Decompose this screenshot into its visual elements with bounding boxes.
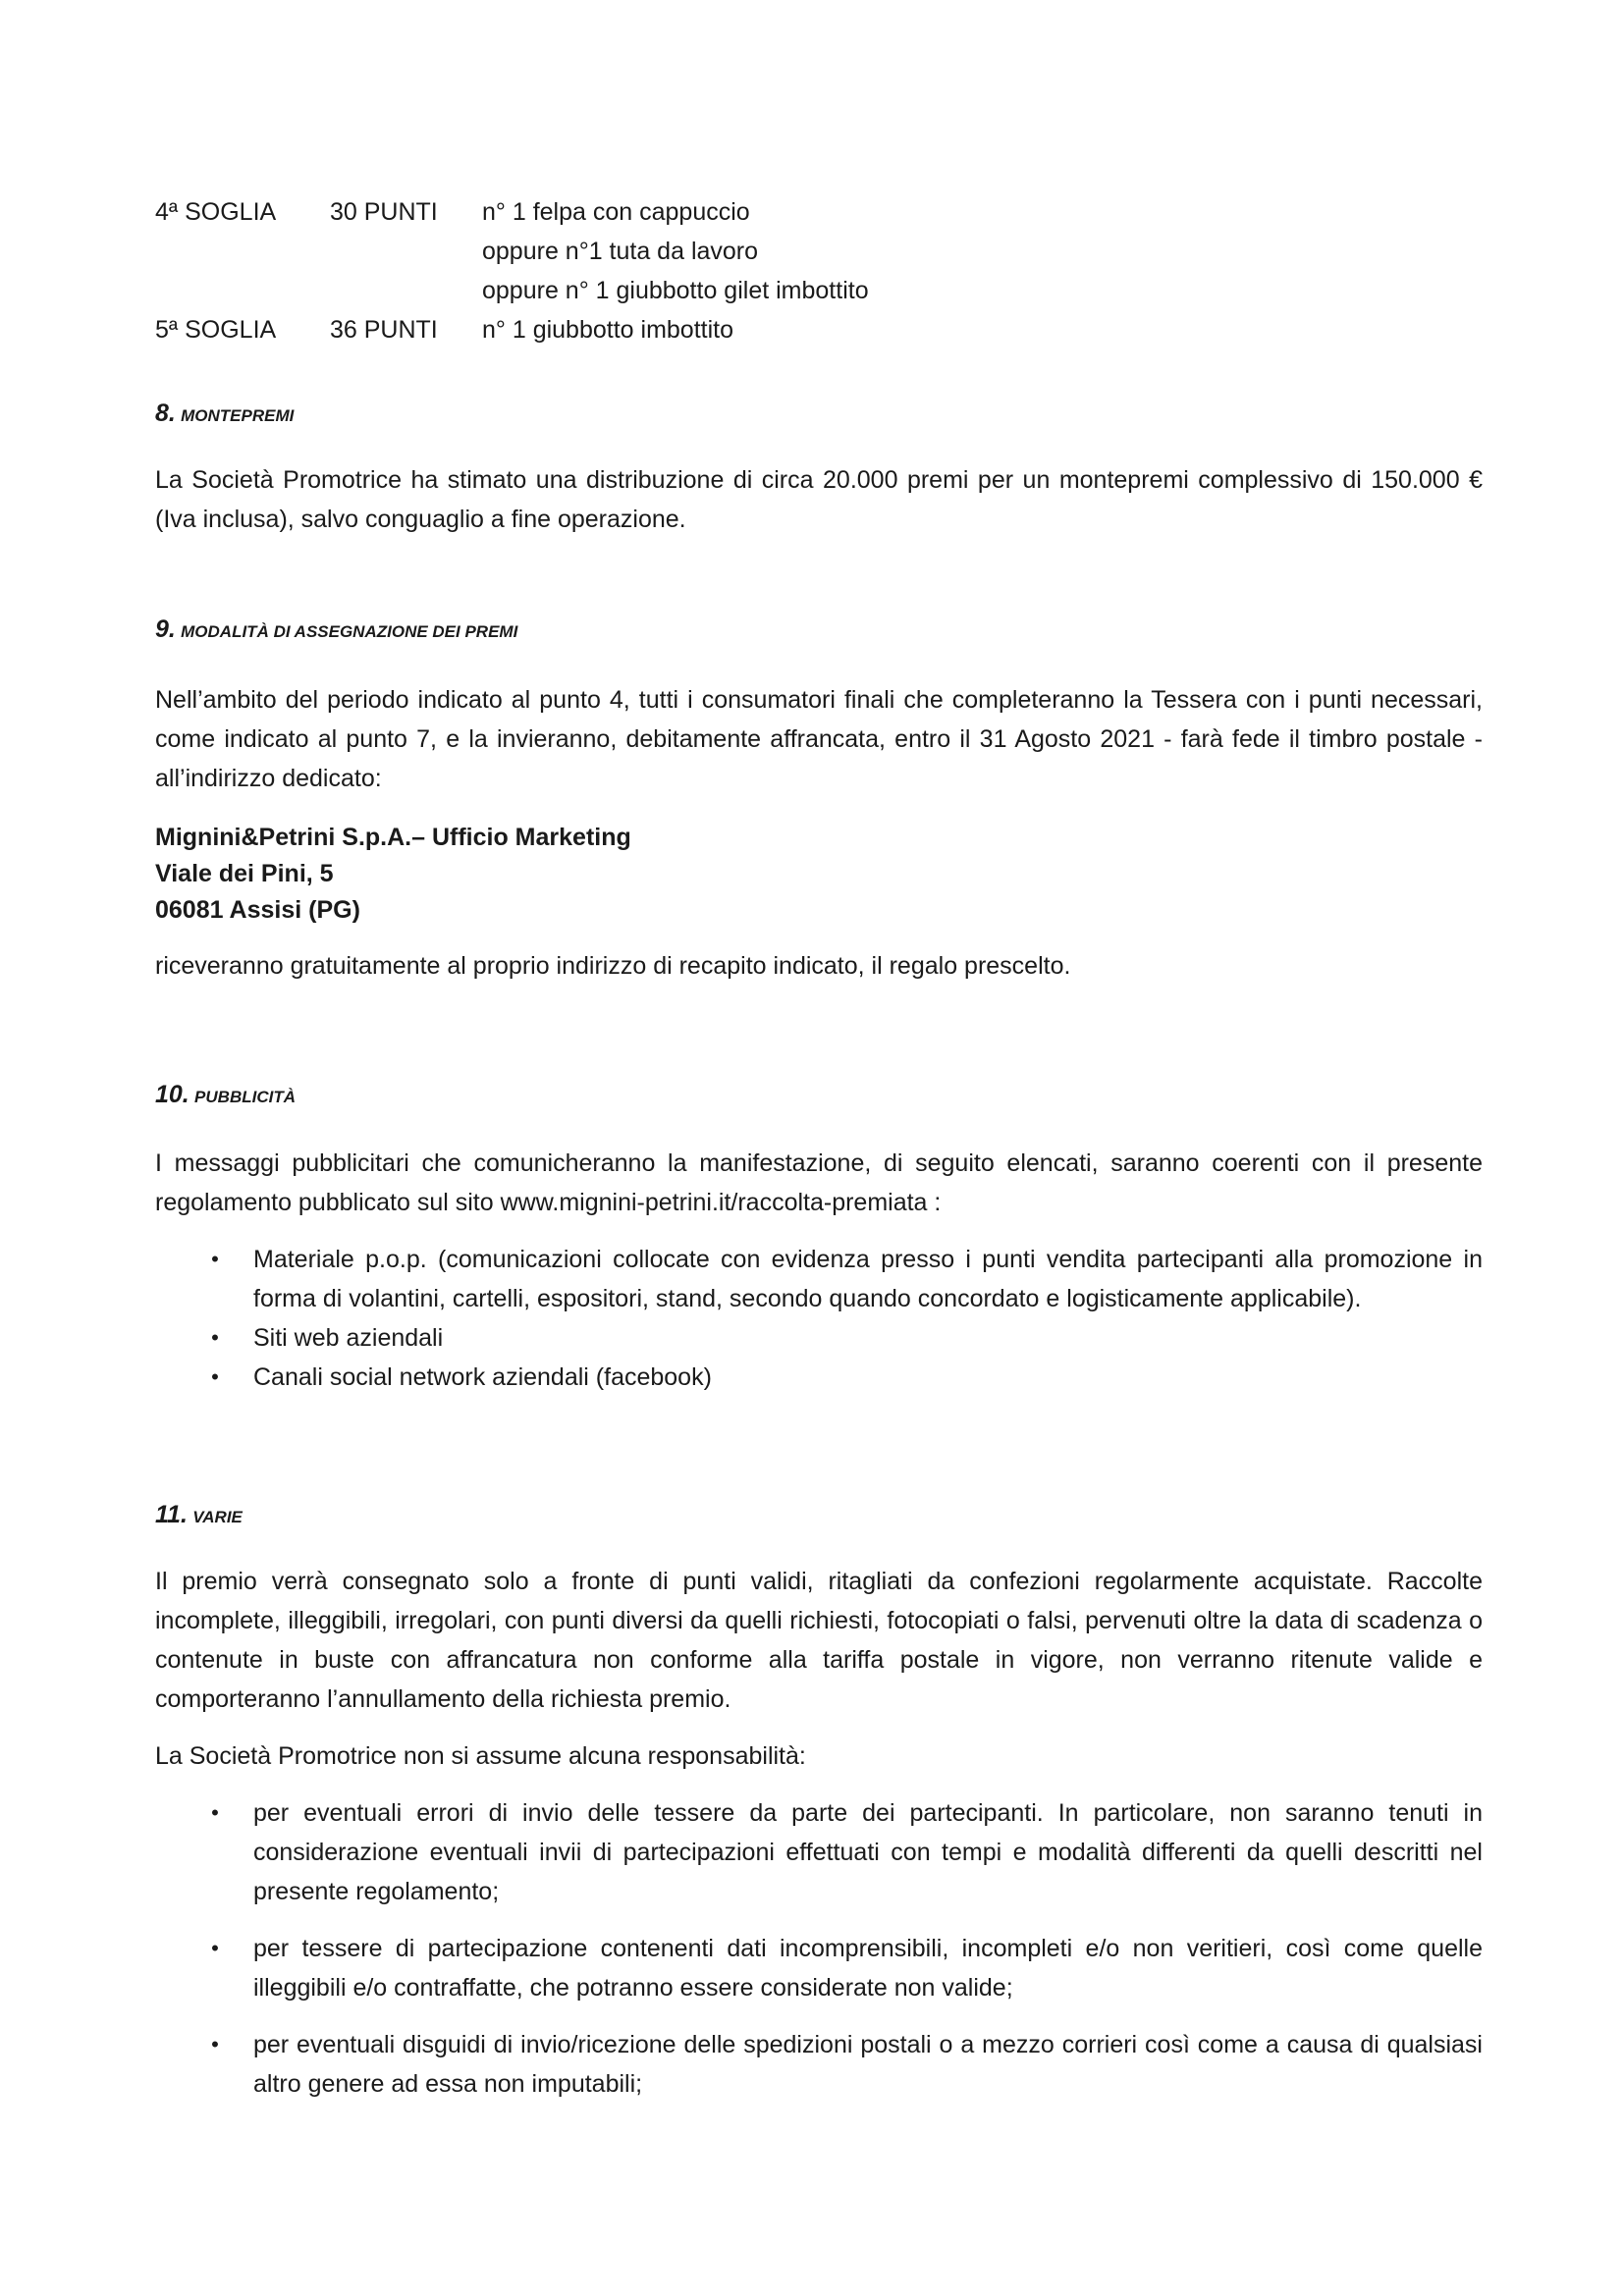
postal-address	[155, 820, 1483, 929]
bullet-list	[155, 1240, 1483, 1397]
bullet-list	[155, 1793, 1483, 2104]
list-item	[155, 1318, 1483, 1358]
list-item-text: Siti web aziendali	[253, 1324, 444, 1352]
soglia-row	[155, 192, 1483, 310]
list-item	[155, 2025, 1483, 2104]
address-line: 06081 Assisi (PG)	[155, 896, 360, 924]
section-11	[155, 1500, 1483, 2104]
section-paragraph: I messaggi pubblicitari che comunicheranno la manifestazione, di seguito elencati, saranno coerenti con il presente regolamento pubblicato sul sito www.mignini-petrini.it/raccolta-premiata :	[155, 1149, 1483, 1216]
soglia-row	[155, 310, 1483, 349]
section-title: MODALITÀ DI ASSEGNAZIONE DEI PREMI	[181, 622, 518, 641]
section-title: VARIE	[192, 1508, 243, 1526]
section-paragraph: riceveranno gratuitamente al proprio indirizzo di recapito indicato, il regalo prescelto.	[155, 952, 1071, 980]
list-item	[155, 1240, 1483, 1318]
soglia-premio: n° 1 giubbotto imbottito	[482, 316, 733, 344]
soglia-punti: 36 PUNTI	[330, 316, 438, 344]
soglia-premio: oppure n°1 tuta da lavoro	[482, 238, 759, 265]
bullet-icon: •	[211, 1800, 219, 1825]
section-heading	[155, 1080, 1483, 1112]
soglia-premio: oppure n° 1 giubbotto gilet imbottito	[482, 277, 869, 304]
section-paragraph: La Società Promotrice non si assume alcuna responsabilità:	[155, 1742, 806, 1770]
address-line: Viale dei Pini, 5	[155, 860, 334, 887]
list-item	[155, 1358, 1483, 1397]
section-paragraph: Il premio verrà consegnato solo a fronte di punti validi, ritagliati da confezioni regolarmente acquistate. Raccolte incomplete, illeggibili, irregolari, con punti diversi da quelli richiesti, fotocopiati o falsi, pervenuti oltre la data di scadenza o contenute in buste con affrancatura non conforme alla tariffa postale in vigore, non verranno ritenute valide e comporteranno l’annullamento della richiesta premio.	[155, 1568, 1483, 1713]
list-item	[155, 1793, 1483, 1911]
soglia-punti: 30 PUNTI	[330, 198, 438, 226]
list-item-text: Canali social network aziendali (facebook)	[253, 1363, 712, 1391]
bullet-icon: •	[211, 1936, 219, 1960]
section-heading	[155, 1500, 1483, 1532]
section-paragraph: Nell’ambito del periodo indicato al punto 4, tutti i consumatori finali che completeranno la Tessera con i punti necessari, come indicato al punto 7, e la invieranno, debitamente affrancata, entro il 31 Agosto 2021 - farà fede il timbro postale - all’indirizzo dedicato:	[155, 686, 1483, 792]
bullet-icon: •	[211, 1364, 219, 1389]
soglia-premio: n° 1 felpa con cappuccio	[482, 198, 750, 226]
section-heading	[155, 614, 1483, 647]
soglia-label: 4ª SOGLIA	[155, 198, 277, 226]
list-item-text: Materiale p.o.p. (comunicazioni collocate con evidenza presso i punti vendita partecipanti alla promozione in forma di volantini, cartelli, espositori, stand, secondo quando concordato e logisticamente applicabile).	[253, 1246, 1483, 1312]
section-heading	[155, 399, 1483, 431]
list-item-text: per tessere di partecipazione contenenti dati incomprensibili, incompleti e/o non veritieri, così come quelle illeggibili e/o contraffatte, che potranno essere considerate non valide;	[253, 1935, 1483, 2002]
section-number: 8.	[155, 400, 176, 427]
section-number: 10.	[155, 1081, 189, 1108]
bullet-icon: •	[211, 1325, 219, 1350]
section-10	[155, 1080, 1483, 1397]
list-item-text: per eventuali disguidi di invio/ricezione delle spedizioni postali o a mezzo corrieri così come a causa di qualsiasi altro genere ad essa non imputabili;	[253, 2031, 1483, 2098]
list-item	[155, 1929, 1483, 2007]
section-number: 9.	[155, 615, 176, 643]
section-title: MONTEPREMI	[181, 406, 295, 425]
section-9	[155, 614, 1483, 986]
soglia-premi	[482, 310, 733, 349]
section-title: PUBBLICITÀ	[194, 1088, 296, 1106]
section-paragraph: La Società Promotrice ha stimato una distribuzione di circa 20.000 premi per un montepremi complessivo di 150.000 € (Iva inclusa), salvo conguaglio a fine operazione.	[155, 466, 1483, 533]
soglia-premi	[482, 192, 869, 310]
bullet-icon: •	[211, 1247, 219, 1271]
address-line: Mignini&Petrini S.p.A.– Ufficio Marketing	[155, 824, 631, 851]
list-item-text: per eventuali errori di invio delle tessere da parte dei partecipanti. In particolare, non saranno tenuti in considerazione eventuali invii di partecipazioni effettuati con tempi e modalità differenti da quelli descritti nel presente regolamento;	[253, 1799, 1483, 1905]
section-8	[155, 399, 1483, 539]
section-number: 11.	[155, 1501, 188, 1528]
bullet-icon: •	[211, 2032, 219, 2056]
soglie-table	[155, 192, 1483, 349]
soglia-label: 5ª SOGLIA	[155, 316, 277, 344]
